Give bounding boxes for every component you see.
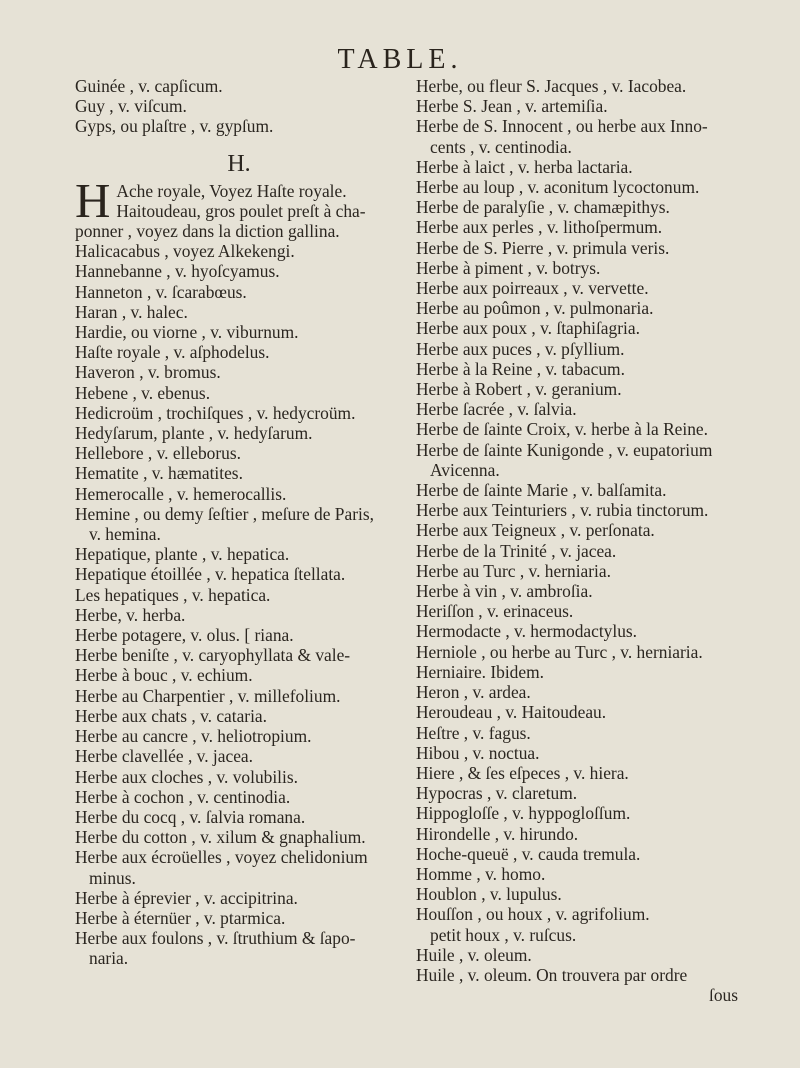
index-entry: Herbe de ſainte Marie , v. balſamita. [416,480,667,501]
index-entry: petit houx , v. ruſcus. [430,924,577,945]
index-entry: Herbe ſacrée , v. ſalvia. [416,399,577,420]
index-entry: Herbe à éternüer , v. ptarmica. [75,907,286,928]
index-entry: Herbe à la Reine , v. tabacum. [416,358,625,379]
dropcap-paragraph [75,181,403,221]
index-entry: Herbe au loup , v. aconitum lycoctonum. [416,177,700,198]
index-entry: Herbe potagere, v. olus. [ riana. [75,625,294,646]
index-entry: Hirondelle , v. hirundo. [416,823,579,844]
index-entry: Herbe aux poux , v. ſtaphiſagria. [416,318,640,339]
index-entry: Hepatique étoillée , v. hepatica ſtellata. [75,564,346,585]
index-entry: Herbe de paralyſie , v. chamæpithys. [416,197,670,218]
index-entry: Homme , v. homo. [416,863,546,884]
index-entry: Herbe beniſte , v. caryophyllata & vale- [75,645,351,666]
section-heading: H. [227,150,251,177]
index-entry: Hiere , & ſes eſpeces , v. hiera. [416,762,629,783]
index-entry: Herbe aux poirreaux , v. vervette. [416,278,649,299]
index-entry: Guy , v. viſcum. [75,96,187,117]
index-entry: Herbe de S. Pierre , v. primula veris. [416,237,670,258]
index-entry: Hanneton , v. ſcarabœus. [75,281,247,302]
index-entry: Herbe de ſainte Croix, v. herbe à la Reine. [416,419,708,440]
index-entry: Hemine , ou demy ſeſtier , meſure de Paris, [75,503,374,524]
index-entry: Herbe de S. Innocent , ou herbe aux Inno- [416,116,708,137]
index-entry: Herbe au Turc , v. herniaria. [416,560,611,581]
index-entry: Haſte royale , v. aſphodelus. [75,342,270,363]
index-entry: Herbe à piment , v. botrys. [416,257,601,278]
index-entry: naria. [89,948,129,969]
index-entry: minus. [89,867,136,888]
index-entry: Heroudeau , v. Haitoudeau. [416,702,607,723]
index-entry: Hardie, ou viorne , v. viburnum. [75,322,299,343]
index-entry: Ache royale, Voyez Haſte royale. [116,180,347,201]
index-entry: Hepatique, plante , v. hepatica. [75,544,290,565]
index-entry: Herbe à laict , v. herba lactaria. [416,156,633,177]
left-column [75,76,403,969]
index-entry: Herbe aux foulons , v. ſtruthium & ſapo- [75,928,356,949]
index-entry: Hemerocalle , v. hemerocallis. [75,483,287,504]
index-entry: Haitoudeau, gros poulet preſt à cha- [116,200,366,221]
index-entry: Herbe du cotton , v. xilum & gnaphalium. [75,827,366,848]
catchword: ſous [709,985,738,1006]
index-entry: Huile , v. oleum. On trouvera par ordre [416,964,688,985]
index-entry: Herbe aux écroüelles , voyez chelidonium [75,847,368,868]
index-entry: Herbe aux perles , v. lithoſpermum. [416,217,663,238]
index-entry: Houſſon , ou houx , v. agrifolium. [416,904,650,925]
index-entry: Herbe à vin , v. ambroſia. [416,581,593,602]
index-entry: Hebene , v. ebenus. [75,382,211,403]
index-entry: Huile , v. oleum. [416,944,532,965]
index-entry: Herbe S. Jean , v. artemiſia. [416,96,608,117]
index-entry: Hedicroüm , trochiſques , v. hedycroüm. [75,402,356,423]
index-entry: Herbe à éprevier , v. accipitrina. [75,887,298,908]
index-entry: Herbe aux cloches , v. volubilis. [75,766,298,787]
index-entry: Herbe aux chats , v. cataria. [75,705,268,726]
index-entry: Hypocras , v. claretum. [416,783,578,804]
index-entry: Herniaire. Ibidem. [416,661,544,682]
index-entry: Herbe aux Teinturiers , v. rubia tinctorum. [416,500,709,521]
index-entry: Herbe au poûmon , v. pulmonaria. [416,298,654,319]
index-entry: Herbe du cocq , v. ſalvia romana. [75,806,306,827]
index-entry: Les hepatiques , v. hepatica. [75,584,271,605]
index-entry: Herbe de ſainte Kunigonde , v. eupatorium [416,439,713,460]
index-entry: Gyps, ou plaſtre , v. gypſum. [75,116,274,137]
index-entry: Hoche-queuë , v. cauda tremula. [416,843,641,864]
index-entry: Avicenna. [430,459,500,480]
index-entry: Hannebanne , v. hyoſcyamus. [75,261,280,282]
index-entry: Hedyſarum, plante , v. hedyſarum. [75,423,313,444]
index-entry: Heſtre , v. fagus. [416,722,531,743]
index-entry: Herbe clavellée , v. jacea. [75,746,253,767]
left-entry-list [75,241,403,968]
index-entry: Heriſſon , v. erinaceus. [416,601,574,622]
index-entry: Hibou , v. noctua. [416,742,540,763]
index-entry: cents , v. centinodia. [430,136,572,157]
index-entry: Herbe de la Trinité , v. jacea. [416,540,617,561]
index-entry: Herniole , ou herbe au Turc , v. herniaria. [416,641,703,662]
index-entry: Halicacabus , voyez Alkekengi. [75,241,295,262]
index-entry: Houblon , v. lupulus. [416,884,562,905]
drop-cap: H [75,180,111,222]
index-entry: Hellebore , v. elleborus. [75,443,241,464]
index-entry: Hippogloſſe , v. hyppogloſſum. [416,803,631,824]
index-entry: Hematite , v. hæmatites. [75,463,243,484]
index-entry: Herbe aux Teigneux , v. perſonata. [416,520,655,541]
index-entry: Herbe à bouc , v. echium. [75,665,253,686]
index-entry: Hermodacte , v. hermodactylus. [416,621,638,642]
index-entry: Guinée , v. capſicum. [75,76,223,96]
index-entry: Heron , v. ardea. [416,682,531,703]
index-entry: v. hemina. [89,524,161,545]
index-entry: Herbe à Robert , v. geranium. [416,379,622,400]
index-entry: Haveron , v. bromus. [75,362,221,383]
page-title: TABLE. [337,44,463,75]
right-column [416,76,738,1005]
index-entry: Herbe à cochon , v. centinodia. [75,786,291,807]
index-entry: Herbe au Charpentier , v. millefolium. [75,685,341,706]
index-entry: Herbe, v. herba. [75,604,186,625]
index-entry: Herbe, ou fleur S. Jacques , v. Iacobea. [416,76,687,96]
index-entry: ponner , voyez dans la diction gallina. [75,221,340,242]
right-entry-list [416,76,738,985]
index-entry: Haran , v. halec. [75,301,188,322]
index-entry: Herbe aux puces , v. pſyllium. [416,338,625,359]
index-entry: Herbe au cancre , v. heliotropium. [75,726,312,747]
